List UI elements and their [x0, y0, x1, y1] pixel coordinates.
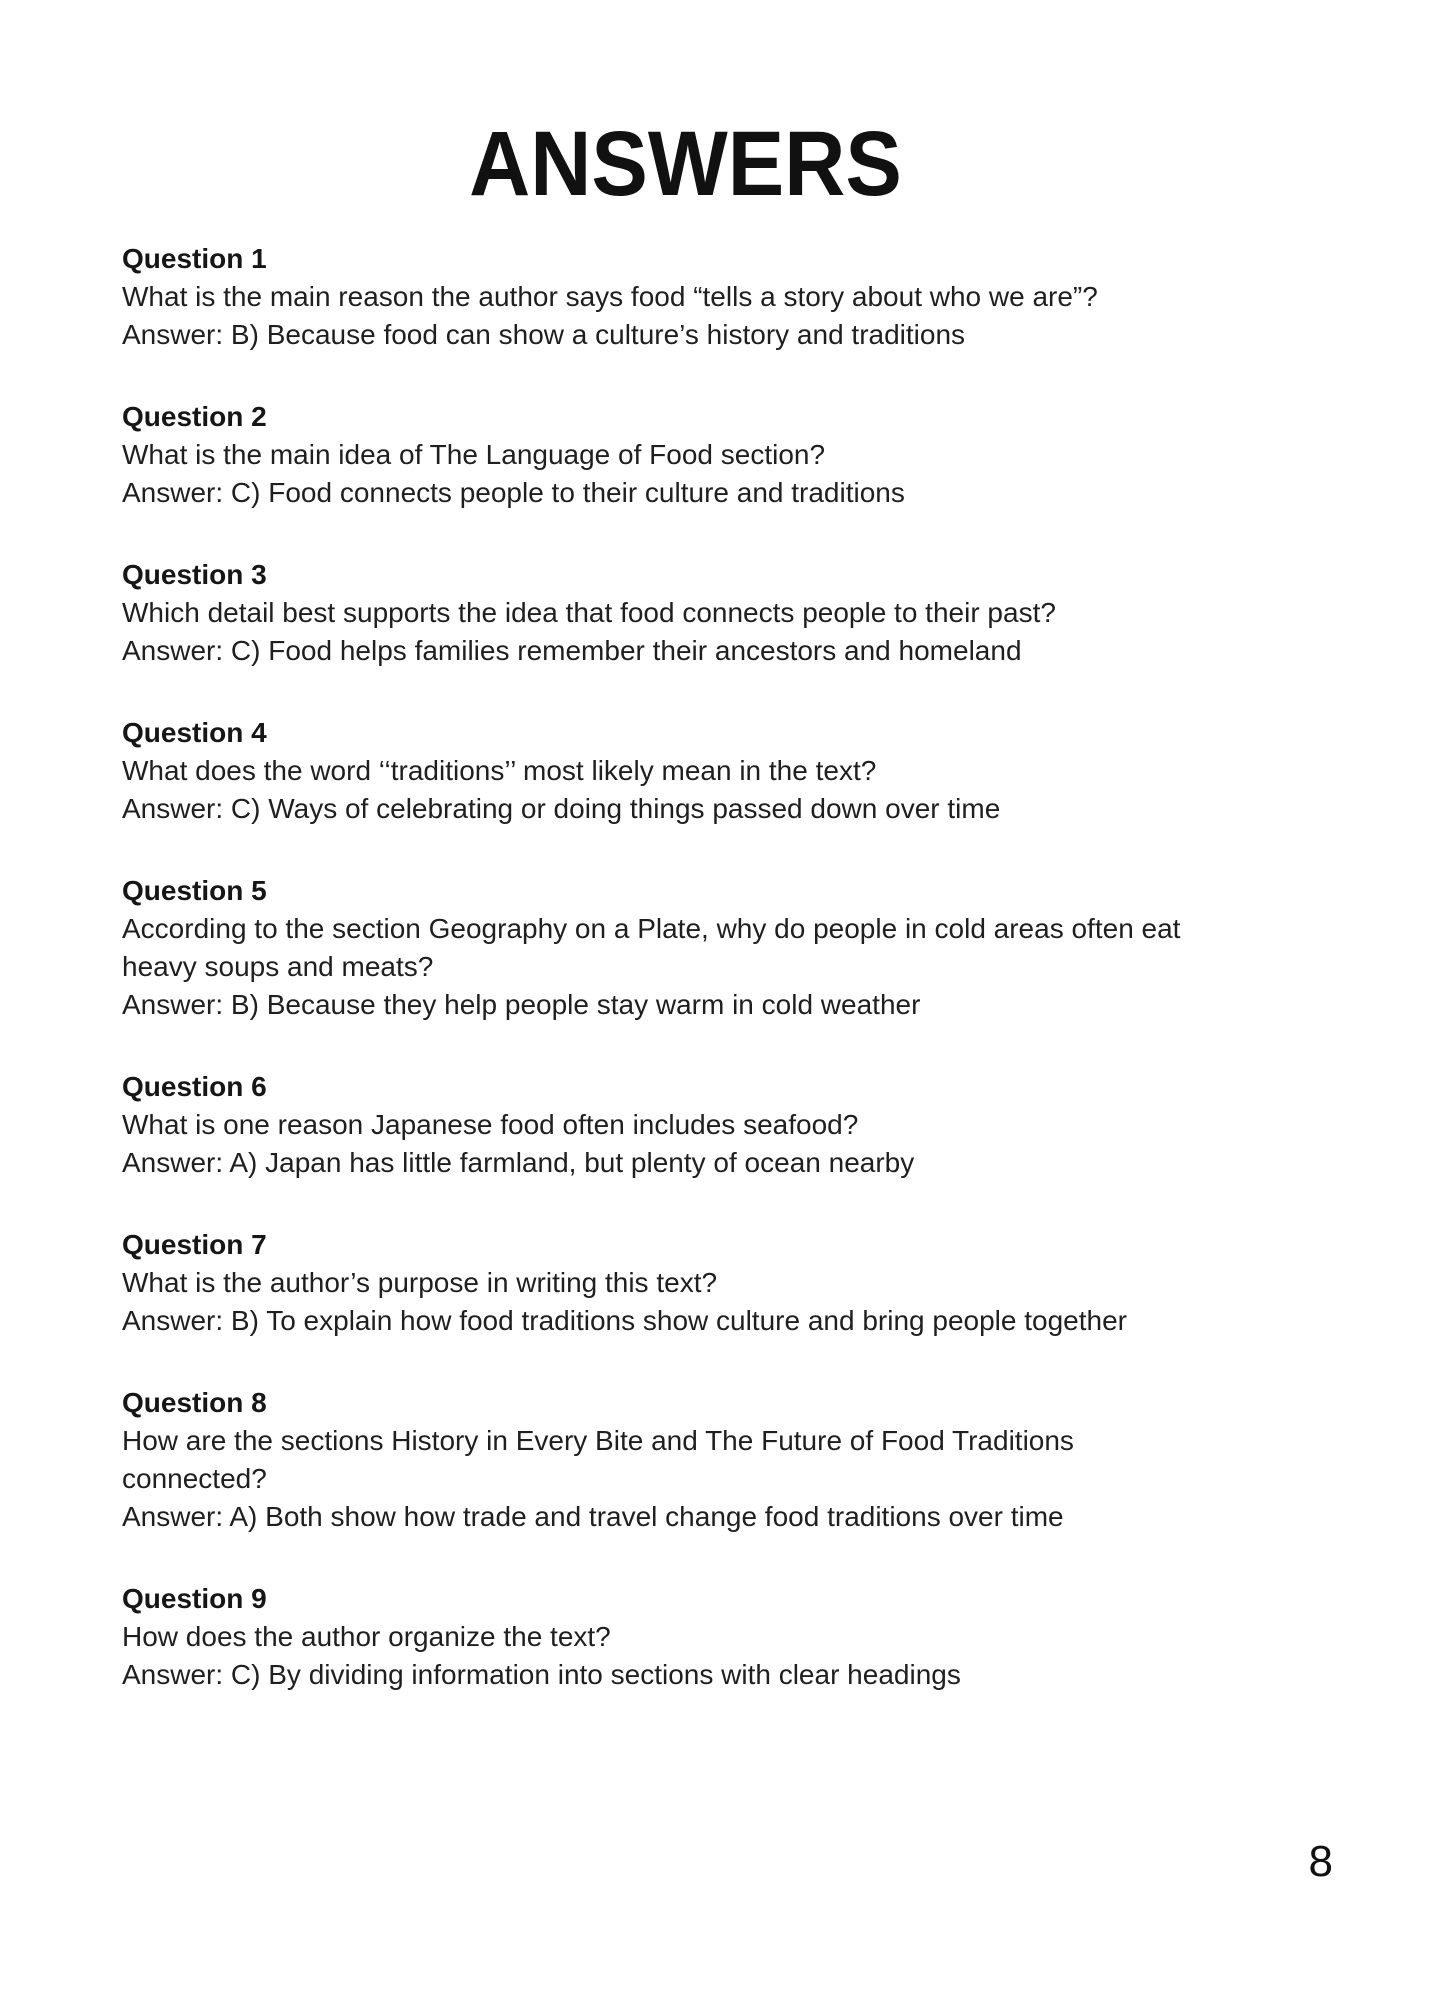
question-label: Question 5 — [122, 875, 267, 906]
question-label: Question 3 — [122, 559, 267, 590]
question-label: Question 1 — [122, 243, 267, 274]
answer-text: Answer: C) Food helps families remember their ancestors and homeland — [122, 635, 1022, 666]
question-block — [122, 398, 1315, 512]
question-text-line: What is the main reason the author says food “tells a story about who we are”? — [122, 281, 1098, 312]
question-label: Question 6 — [122, 1071, 267, 1102]
question-block — [122, 872, 1315, 1024]
question-label: Question 4 — [122, 717, 267, 748]
question-label: Question 8 — [122, 1387, 267, 1418]
question-label: Question 9 — [122, 1583, 267, 1614]
question-block — [122, 1226, 1315, 1340]
question-text-line: What does the word ‘‘traditions’’ most likely mean in the text? — [122, 755, 877, 786]
question-block — [122, 714, 1315, 828]
question-text-line: Which detail best supports the idea that food connects people to their past? — [122, 597, 1056, 628]
page-title: ANSWERS — [469, 113, 902, 215]
answer-text: Answer: A) Both show how trade and travel change food traditions over time — [122, 1501, 1064, 1532]
question-text-line: How does the author organize the text? — [122, 1621, 611, 1652]
question-text-line: What is the main idea of The Language of Food section? — [122, 439, 826, 470]
question-block — [122, 1580, 1315, 1694]
question-text-line: connected? — [122, 1463, 267, 1494]
page-number: 8 — [1308, 1837, 1333, 1886]
question-label: Question 7 — [122, 1229, 267, 1260]
answer-text: Answer: C) Food connects people to their culture and traditions — [122, 477, 905, 508]
answer-text: Answer: B) To explain how food traditions show culture and bring people together — [122, 1305, 1127, 1336]
answer-text: Answer: B) Because they help people stay warm in cold weather — [122, 989, 921, 1020]
question-text-line: What is one reason Japanese food often includes seafood? — [122, 1109, 859, 1140]
answer-text: Answer: A) Japan has little farmland, but plenty of ocean nearby — [122, 1147, 915, 1178]
question-label: Question 2 — [122, 401, 267, 432]
question-text-line: How are the sections History in Every Bite and The Future of Food Traditions — [122, 1425, 1074, 1456]
question-block — [122, 556, 1315, 670]
answer-text: Answer: B) Because food can show a culture’s history and traditions — [122, 319, 966, 350]
question-block — [122, 240, 1315, 354]
answer-key-page — [0, 113, 1445, 1989]
answer-text: Answer: C) Ways of celebrating or doing things passed down over time — [122, 793, 1001, 824]
question-text-line: What is the author’s purpose in writing this text? — [122, 1267, 718, 1298]
question-block — [122, 1384, 1315, 1536]
question-text-line: heavy soups and meats? — [122, 951, 434, 982]
answer-text: Answer: C) By dividing information into sections with clear headings — [122, 1659, 961, 1690]
question-text-line: According to the section Geography on a Plate, why do people in cold areas often eat — [122, 913, 1181, 944]
question-block — [122, 1068, 1315, 1182]
answers-list — [0, 240, 1445, 1694]
